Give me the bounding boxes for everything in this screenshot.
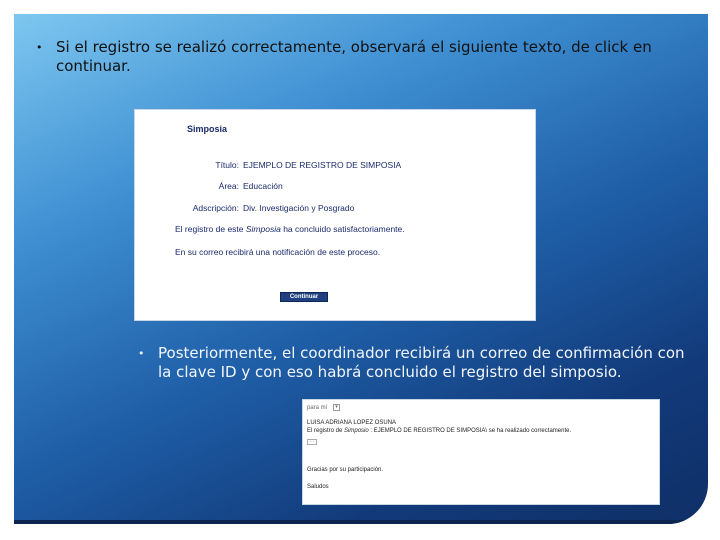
chevron-down-icon[interactable]: ▾: [333, 404, 340, 411]
field-label-titulo: Título:: [215, 160, 239, 170]
bullet-1-text: Si el registro se realizó correctamente, observará el siguiente texto, de click en continuar.: [56, 38, 652, 75]
show-trimmed-content-icon[interactable]: ...: [307, 439, 317, 445]
bullet-marker: •: [36, 41, 43, 54]
slide-background: [14, 14, 708, 524]
confirmation-email-screenshot: [302, 399, 660, 505]
email-notice: En su correo recibirá una notificación de este proceso.: [175, 247, 381, 257]
field-label-adscripcion: Adscripción:: [192, 203, 239, 213]
bullet-marker: •: [138, 347, 145, 360]
field-value-adscripcion: Div. Investigación y Posgrado: [243, 203, 355, 213]
success-message-emphasis: Simposia: [245, 224, 281, 234]
field-value-titulo: EJEMPLO DE REGISTRO DE SIMPOSIA: [243, 160, 402, 170]
email-line-prefix: El registro de: [307, 428, 345, 434]
field-label-area: Área:: [218, 181, 239, 191]
email-regards: Saludos: [307, 484, 329, 490]
success-message-suffix: ha concluido satisfactoriamente.: [280, 224, 405, 234]
email-line-emphasis: Simposio: [344, 428, 369, 434]
bullet-2-text: Posteriormente, el coordinador recibirá un correo de confirmación con la clave ID y con eso habrá concluido el registro del simposio.: [158, 344, 685, 381]
bullet-text-2: [138, 344, 698, 382]
email-recipient-label: para mí: [307, 405, 328, 411]
email-body-line: [307, 428, 571, 434]
continue-button[interactable]: Continuar: [280, 292, 328, 302]
simposia-heading: Simposia: [187, 124, 228, 134]
email-thanks: Gracias por su participación.: [307, 467, 384, 473]
success-message: [175, 224, 405, 234]
email-line-suffix: : EJEMPLO DE REGISTRO DE SIMPOSIA\ se ha realizado correctamente.: [368, 428, 572, 434]
registration-confirmation-screenshot: [134, 109, 536, 321]
email-sender-name: LUISA ADRIANA LOPEZ OSUNA: [307, 420, 397, 426]
bullet-text-1: [36, 38, 676, 76]
success-message-prefix: El registro de este: [175, 224, 246, 234]
field-value-area: Educación: [243, 181, 283, 191]
